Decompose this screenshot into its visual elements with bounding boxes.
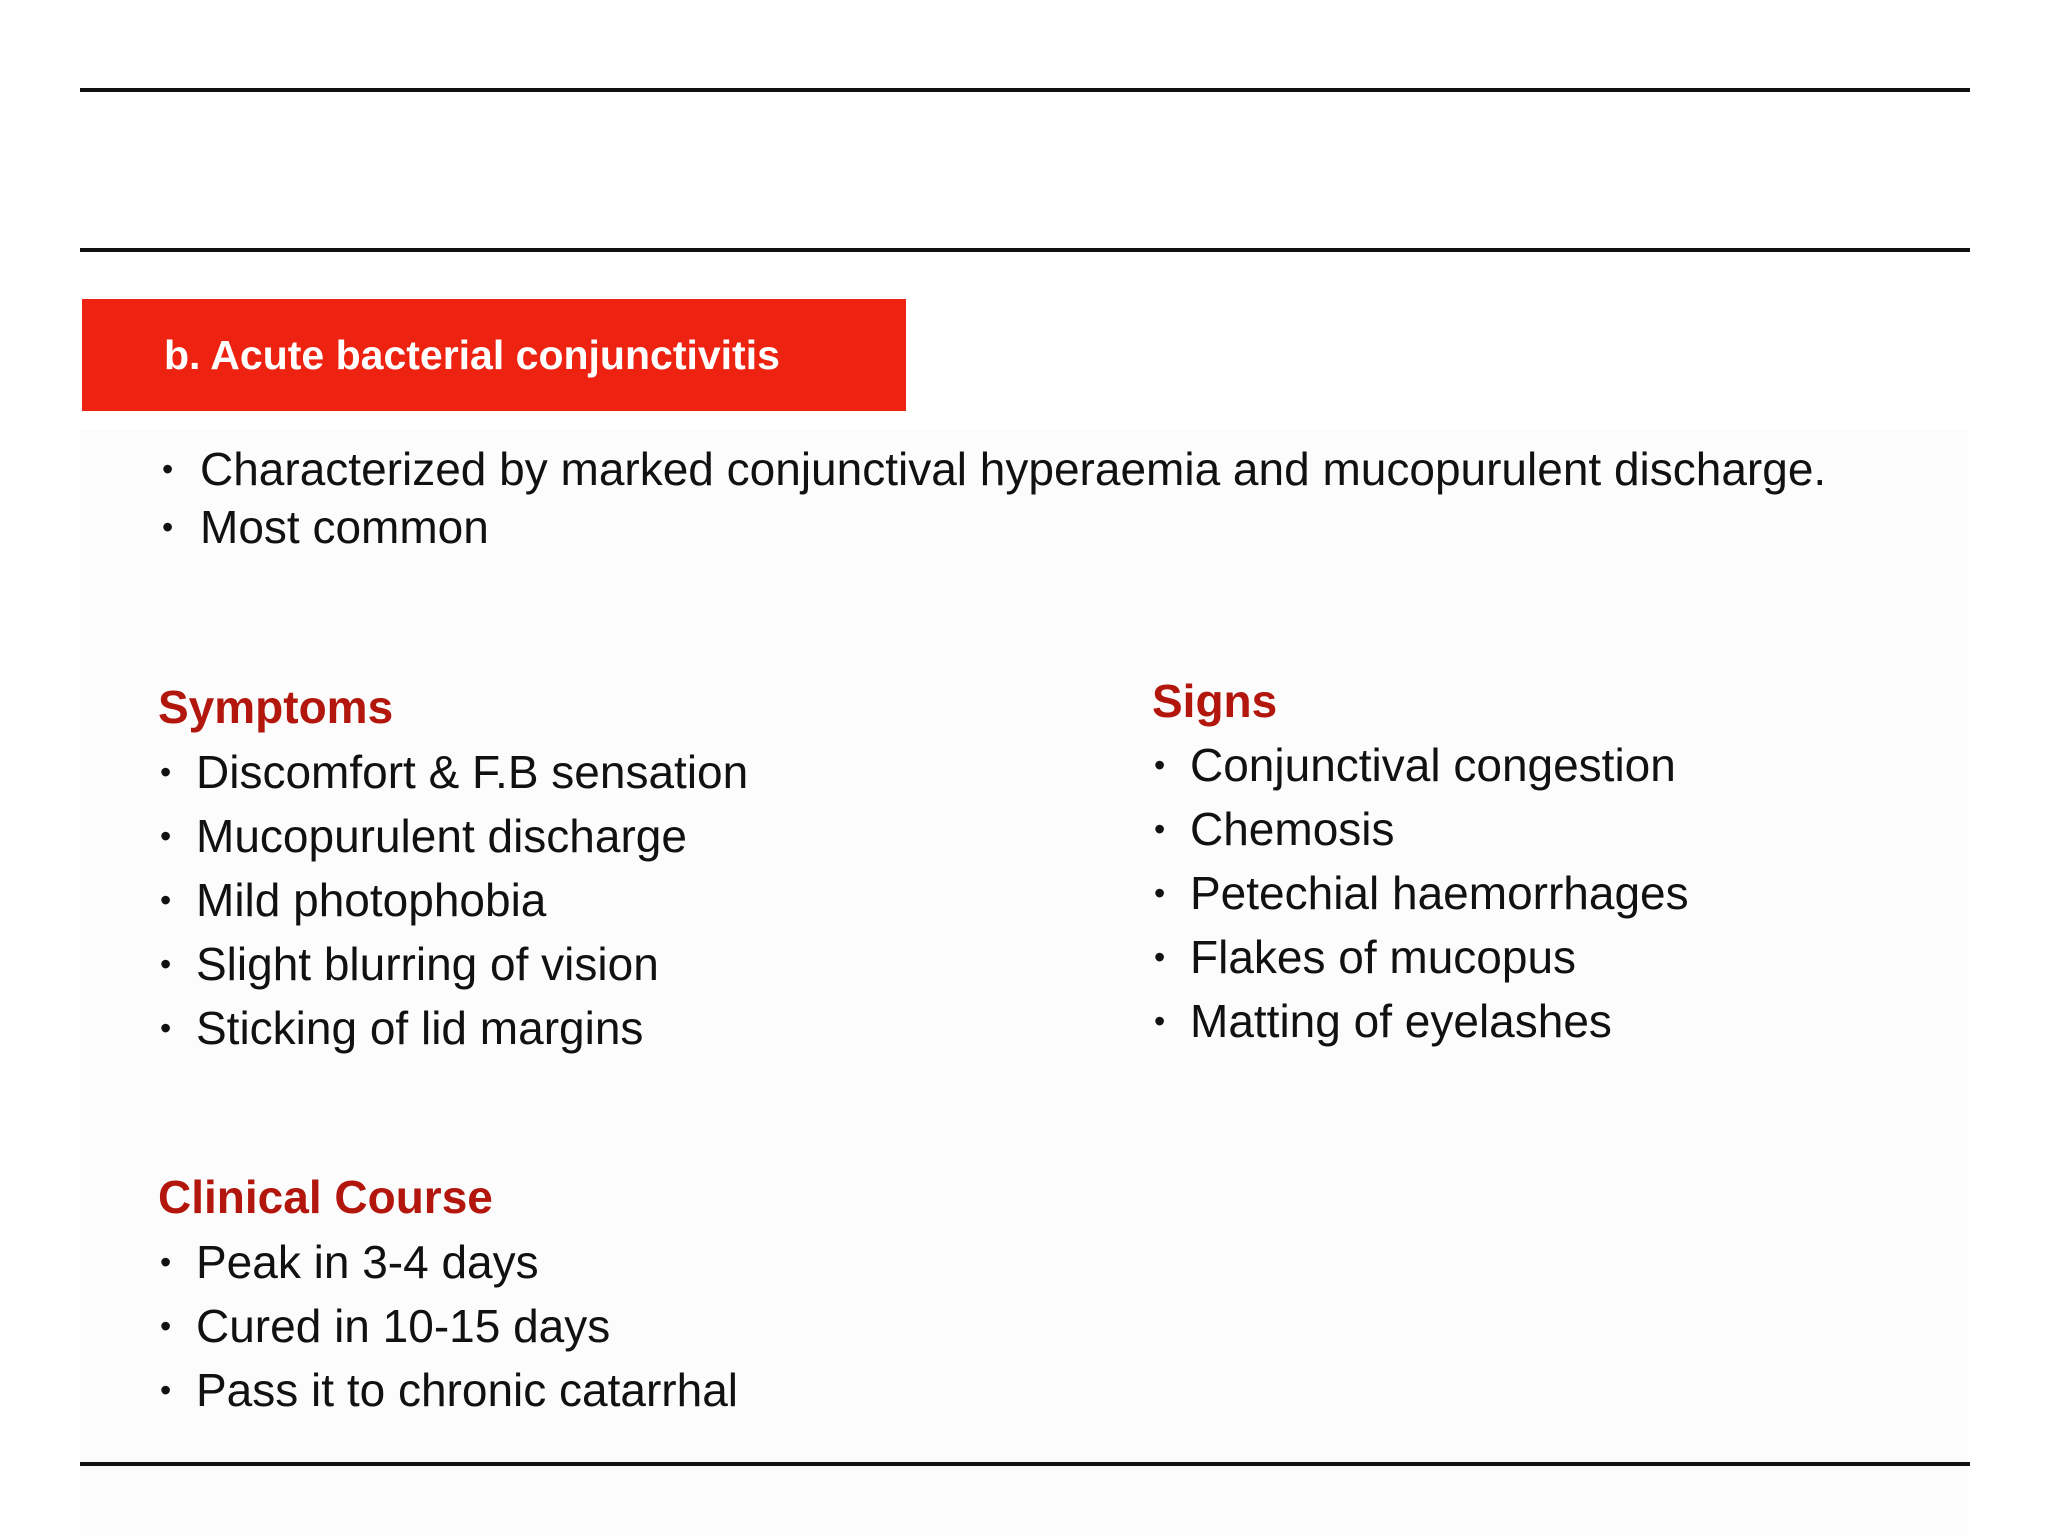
course-text: Pass it to chronic catarrhal [196, 1364, 739, 1416]
bottom-divider [80, 1462, 1970, 1466]
bullet-icon: • [1154, 747, 1166, 783]
list-item [160, 1358, 738, 1422]
bullet-icon: • [162, 451, 174, 487]
symptom-text: Slight blurring of vision [196, 938, 659, 990]
symptoms-list [160, 740, 748, 1060]
list-item [160, 996, 748, 1060]
bullet-icon: • [160, 1372, 172, 1408]
bullet-icon: • [160, 754, 172, 790]
list-item [162, 440, 1882, 498]
sign-text: Conjunctival congestion [1190, 739, 1676, 791]
course-text: Peak in 3-4 days [196, 1236, 539, 1288]
signs-list [1154, 733, 1689, 1053]
symptom-text: Discomfort & F.B sensation [196, 746, 749, 798]
symptom-text: Sticking of lid margins [196, 1002, 644, 1054]
top-divider [80, 88, 1970, 92]
clinical-course-heading: Clinical Course [158, 1171, 493, 1223]
slide-title: b. Acute bacterial conjunctivitis [164, 331, 780, 378]
clinical-course-list [160, 1230, 738, 1422]
intro-list [162, 440, 1882, 556]
course-text: Cured in 10-15 days [196, 1300, 611, 1352]
list-item [160, 740, 748, 804]
list-item [160, 804, 748, 868]
bullet-icon: • [160, 1010, 172, 1046]
bullet-icon: • [1154, 811, 1166, 847]
list-item [160, 1294, 738, 1358]
list-item [1154, 861, 1689, 925]
sign-text: Petechial haemorrhages [1190, 867, 1689, 919]
header-divider [80, 248, 1970, 252]
bullet-icon: • [1154, 939, 1166, 975]
bullet-icon: • [160, 946, 172, 982]
bullet-icon: • [160, 882, 172, 918]
list-item [1154, 925, 1689, 989]
list-item [1154, 797, 1689, 861]
list-item [160, 868, 748, 932]
bullet-icon: • [160, 818, 172, 854]
list-item [162, 498, 1882, 556]
bullet-icon: • [160, 1308, 172, 1344]
bullet-icon: • [160, 1244, 172, 1280]
sign-text: Flakes of mucopus [1190, 931, 1577, 983]
bullet-icon: • [1154, 875, 1166, 911]
title-banner [82, 299, 906, 411]
sign-text: Matting of eyelashes [1190, 995, 1612, 1047]
signs-heading: Signs [1152, 675, 1278, 727]
list-item [160, 1230, 738, 1294]
intro-text: Characterized by marked conjunctival hyperaemia and mucopurulent discharge. [200, 443, 1827, 495]
intro-text: Most common [200, 501, 489, 553]
symptoms-heading: Symptoms [158, 681, 394, 733]
bullet-icon: • [162, 509, 174, 545]
bullet-icon: • [1154, 1003, 1166, 1039]
sign-text: Chemosis [1190, 803, 1395, 855]
list-item [160, 932, 748, 996]
symptom-text: Mucopurulent discharge [196, 810, 687, 862]
list-item [1154, 989, 1689, 1053]
list-item [1154, 733, 1689, 797]
symptom-text: Mild photophobia [196, 874, 547, 926]
